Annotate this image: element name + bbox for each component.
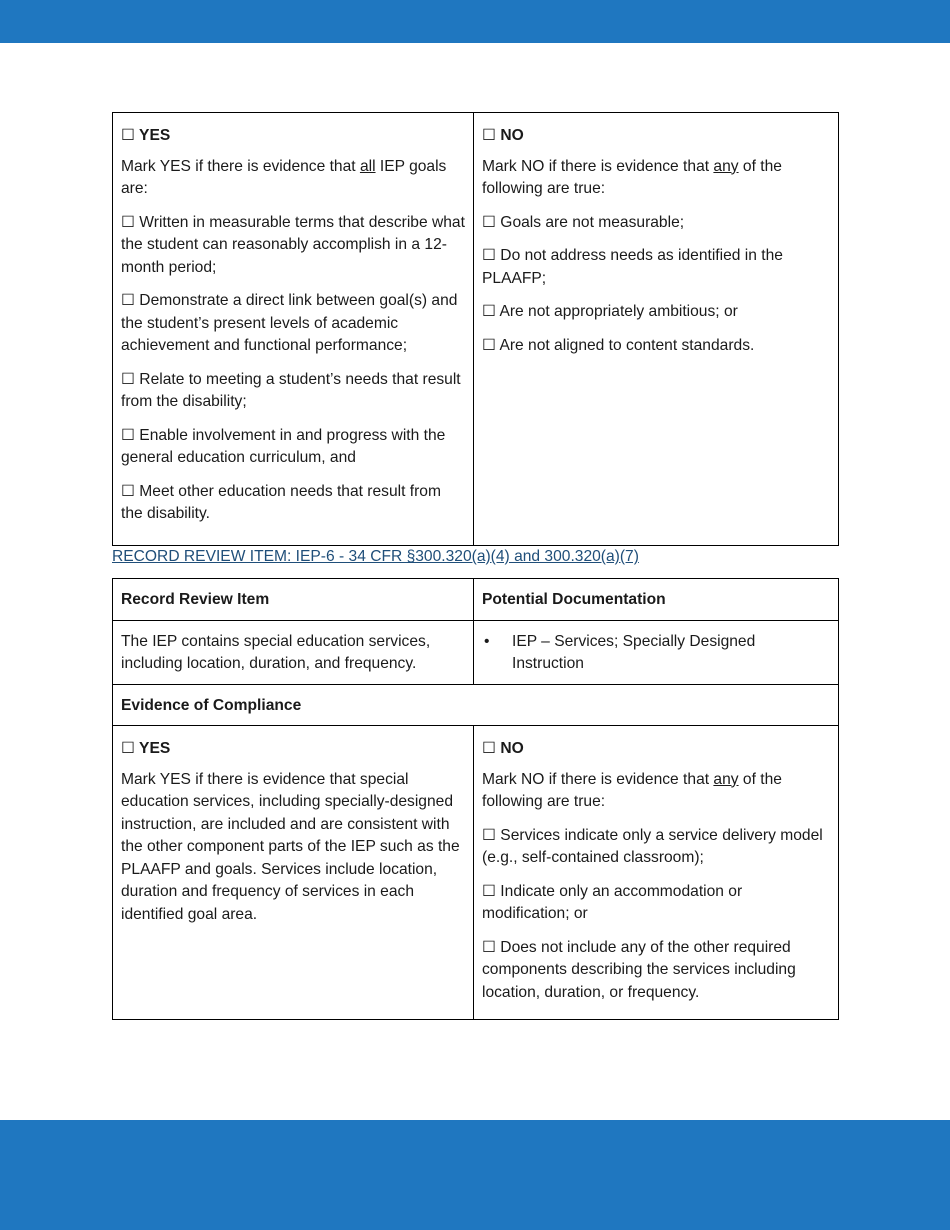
no-criterion[interactable]: ☐ Are not aligned to content standards. — [482, 336, 755, 354]
yes-cell — [113, 113, 474, 546]
top-banner — [0, 0, 950, 43]
services-no-criterion[interactable]: ☐ Services indicate only a service delivery model (e.g., self-contained classroom); — [482, 826, 823, 866]
header-potential-documentation: Potential Documentation — [474, 579, 839, 621]
services-yes-cell — [113, 726, 474, 1020]
yes-criterion[interactable]: ☐ Relate to meeting a student’s needs that result from the disability; — [121, 370, 461, 410]
yes-heading — [121, 125, 465, 148]
no-cell — [474, 113, 839, 546]
header-record-review-item: Record Review Item — [113, 579, 474, 621]
record-review-section-link[interactable]: RECORD REVIEW ITEM: IEP-6 - 34 CFR §300.320(a)(4) and 300.320(a)(7) — [112, 548, 639, 565]
no-checkbox[interactable]: ☐ — [482, 127, 496, 144]
no-label: NO — [500, 127, 524, 144]
no-criterion[interactable]: ☐ Do not address needs as identified in the PLAAFP; — [482, 247, 783, 287]
bottom-banner — [0, 1120, 950, 1230]
yes-criterion[interactable]: ☐ Written in measurable terms that describe what the student can reasonably accomplish in a 12-month period; — [121, 213, 465, 276]
services-yes-label: YES — [139, 740, 171, 757]
no-criterion[interactable]: ☐ Are not appropriately ambitious; or — [482, 303, 738, 320]
goals-evidence-table — [112, 112, 839, 546]
bullet-icon: • — [484, 632, 490, 650]
no-heading — [482, 125, 830, 148]
no-criterion[interactable]: ☐ Goals are not measurable; — [482, 213, 685, 231]
yes-criterion[interactable]: ☐ Enable involvement in and progress with the general education curriculum, and — [121, 426, 446, 466]
services-yes-text: Mark YES if there is evidence that special education services, including specially-designed instruction, are included and are consistent with the other component parts of the IEP such as the PLAAFP and goals. Services include location, duration and frequency of services in each identified goal area. — [121, 770, 460, 923]
services-no-heading — [482, 738, 830, 761]
evidence-of-compliance-header: Evidence of Compliance — [113, 684, 839, 726]
services-no-intro: Mark NO if there is evidence that any of the following are true: — [482, 770, 782, 810]
yes-criterion[interactable]: ☐ Meet other education needs that result from the disability. — [121, 482, 441, 522]
services-no-label: NO — [500, 740, 524, 757]
services-yes-heading — [121, 738, 465, 761]
documentation-bullet — [482, 631, 830, 676]
documentation-cell — [474, 620, 839, 684]
services-no-criterion[interactable]: ☐ Indicate only an accommodation or modification; or — [482, 882, 743, 922]
services-no-cell — [474, 726, 839, 1020]
yes-checkbox[interactable]: ☐ — [121, 127, 135, 144]
yes-label: YES — [139, 127, 171, 144]
services-no-criterion[interactable]: ☐ Does not include any of the other required components describing the services including location, duration, or frequency. — [482, 938, 796, 1001]
services-yes-checkbox[interactable]: ☐ — [121, 740, 135, 757]
documentation-text: IEP – Services; Specially Designed Instruction — [512, 632, 756, 672]
yes-intro: Mark YES if there is evidence that all IEP goals are: — [121, 157, 447, 197]
services-no-checkbox[interactable]: ☐ — [482, 740, 496, 757]
yes-criterion[interactable]: ☐ Demonstrate a direct link between goal(s) and the student’s present levels of academic achievement and functional performance; — [121, 292, 458, 354]
record-review-item-text: The IEP contains special education services, including location, duration, and frequency. — [113, 620, 474, 684]
record-review-table — [112, 578, 839, 1020]
no-intro: Mark NO if there is evidence that any of the following are true: — [482, 157, 782, 197]
